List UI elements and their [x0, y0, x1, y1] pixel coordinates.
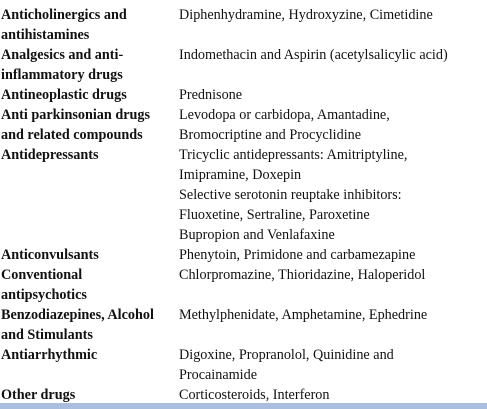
drug-class-line: antipsychotics [1, 287, 87, 303]
drugs-cell [179, 145, 484, 245]
drugs-line: Selective serotonin reuptake inhibitors: [179, 187, 402, 203]
drug-class-line: inflammatory drugs [1, 67, 123, 83]
drug-class-line: Antineoplastic drugs [1, 87, 127, 103]
drugs-line: Chlorpromazine, Thioridazine, Haloperidol [179, 267, 426, 283]
drugs-cell [179, 85, 484, 105]
drug-class-cell [1, 105, 177, 145]
drugs-line: Procainamide [179, 367, 258, 383]
table-bottom-border [0, 403, 487, 409]
drugs-cell [179, 345, 484, 385]
drug-class-line: and Stimulants [1, 327, 93, 343]
drugs-line: Methylphenidate, Amphetamine, Ephedrine [179, 307, 428, 323]
drug-class-cell [1, 85, 177, 105]
drug-class-cell [1, 305, 177, 345]
drug-class-line: Anti parkinsonian drugs [1, 107, 151, 123]
drug-class-line: Antidepressants [1, 147, 99, 163]
drug-class-line: Benzodiazepines, Alcohol [1, 307, 154, 323]
drugs-cell [179, 265, 484, 285]
drug-class-cell [1, 245, 177, 265]
drugs-line: Phenytoin, Primidone and carbamezapine [179, 247, 416, 263]
drugs-cell [179, 5, 484, 25]
drug-class-line: Anticholinergics and [1, 7, 127, 23]
drugs-line: Fluoxetine, Sertraline, Paroxetine [179, 207, 370, 223]
drugs-cell [179, 245, 484, 265]
drugs-line: Diphenhydramine, Hydroxyzine, Cimetidine [179, 7, 433, 23]
drugs-line: Indomethacin and Aspirin (acetylsalicylic acid) [179, 47, 448, 63]
drug-class-cell [1, 145, 177, 165]
drug-class-cell [1, 385, 177, 405]
drugs-cell [179, 105, 484, 145]
drug-class-line: Anticonvulsants [1, 247, 99, 263]
drugs-line: Prednisone [179, 87, 243, 103]
drug-class-line: Other drugs [1, 387, 76, 403]
drugs-cell [179, 45, 484, 65]
drug-class-line: Conventional [1, 267, 83, 283]
drug-class-cell [1, 45, 177, 85]
drugs-line: Bromocriptine and Procyclidine [179, 127, 362, 143]
drug-class-line: antihistamines [1, 27, 90, 43]
drugs-line: Levodopa or carbidopa, Amantadine, [179, 107, 390, 123]
drug-class-line: Antiarrhythmic [1, 347, 98, 363]
drugs-cell [179, 385, 484, 405]
drug-class-cell [1, 265, 177, 305]
drugs-line: Digoxine, Propranolol, Quinidine and [179, 347, 394, 363]
drugs-line: Imipramine, Doxepin [179, 167, 302, 183]
drug-class-cell [1, 345, 177, 365]
drugs-cell [179, 305, 484, 325]
drugs-line: Bupropion and Venlafaxine [179, 227, 335, 243]
drugs-line: Tricyclic antidepressants: Amitriptyline, [179, 147, 408, 163]
drugs-line: Corticosteroids, Interferon [179, 387, 330, 403]
drug-class-line: Analgesics and anti- [1, 47, 124, 63]
drug-class-cell [1, 5, 177, 45]
drug-class-line: and related compounds [1, 127, 143, 143]
